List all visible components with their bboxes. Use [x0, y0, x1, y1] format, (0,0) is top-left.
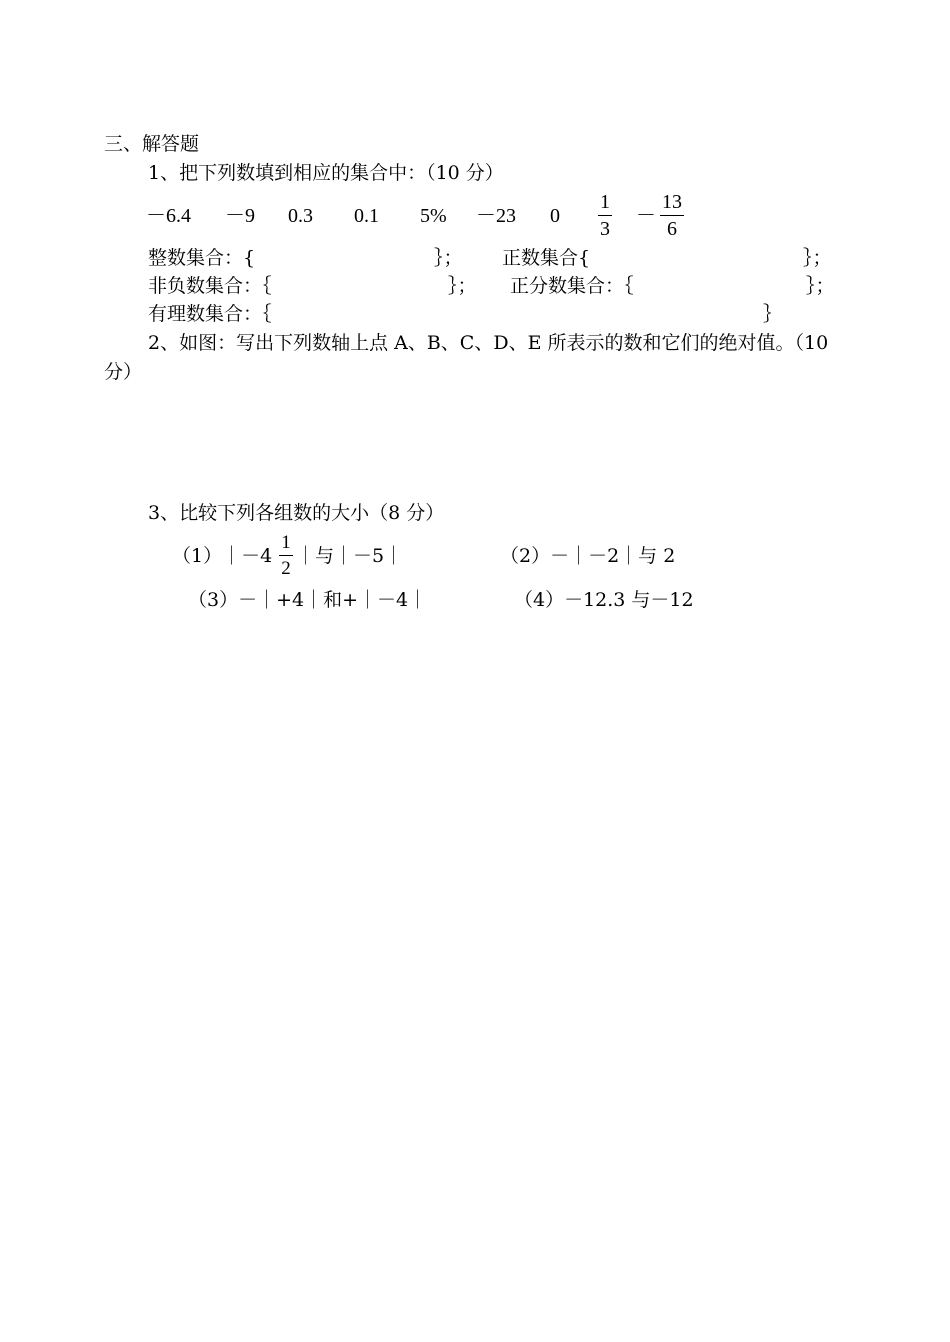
rational-set-label: 有理数集合：｛	[148, 303, 272, 325]
fraction-denominator: 2	[281, 558, 291, 579]
question-3-prompt: 3、比较下列各组数的大小（8 分）	[148, 502, 445, 524]
fraction-bar	[660, 215, 684, 216]
number-item: 0.3	[288, 205, 313, 227]
fraction-sign: －	[636, 205, 656, 227]
compare-item-1-suffix: ｜与｜－5｜	[296, 545, 404, 567]
fraction-one-third	[598, 192, 612, 239]
positive-fraction-set-label: 正分数集合：｛	[510, 275, 634, 297]
question-1-prompt: 1、把下列数填到相应的集合中：（10 分）	[148, 162, 504, 184]
integer-set-close: ｝；	[434, 247, 463, 269]
compare-item-3: （3）－｜+4｜和+｜－4｜	[188, 589, 428, 611]
fraction-denominator: 6	[667, 218, 677, 240]
mixed-fraction-half	[279, 533, 293, 578]
number-item: －23	[476, 205, 516, 227]
compare-item-4: （4）－12.3 与－12	[514, 589, 694, 611]
positive-fraction-set-close: ｝；	[806, 275, 835, 297]
fraction-denominator: 3	[600, 218, 610, 240]
positive-set-close: ｝；	[803, 247, 832, 269]
integer-set-label: 整数集合：{	[148, 247, 256, 269]
number-item: 0	[550, 205, 560, 227]
fraction-numerator: 1	[600, 191, 610, 213]
number-item: 5%	[420, 205, 447, 227]
number-item: －6.4	[146, 205, 191, 227]
fraction-numerator: 13	[662, 191, 682, 213]
question-2-prompt-line2: 分）	[104, 361, 143, 383]
nonnegative-set-label: 非负数集合：｛	[148, 275, 272, 297]
section-title: 三、解答题	[104, 133, 200, 155]
compare-item-2: （2）－｜－2｜与 2	[500, 545, 676, 567]
positive-set-label: 正数集合{	[502, 247, 591, 269]
compare-item-1-prefix: （1）｜－4	[172, 545, 273, 567]
fraction-bar	[598, 215, 612, 216]
fraction-thirteen-sixths	[660, 192, 684, 239]
nonnegative-set-close: ｝；	[448, 275, 477, 297]
rational-set-close: ｝	[763, 303, 783, 325]
number-item: －9	[225, 205, 255, 227]
fraction-numerator: 1	[281, 532, 291, 553]
question-2-prompt-line1: 2、如图：写出下列数轴上点 A、B、C、D、E 所表示的数和它们的绝对值。（10	[148, 332, 829, 354]
fraction-bar	[279, 555, 293, 556]
number-item: 0.1	[354, 205, 379, 227]
